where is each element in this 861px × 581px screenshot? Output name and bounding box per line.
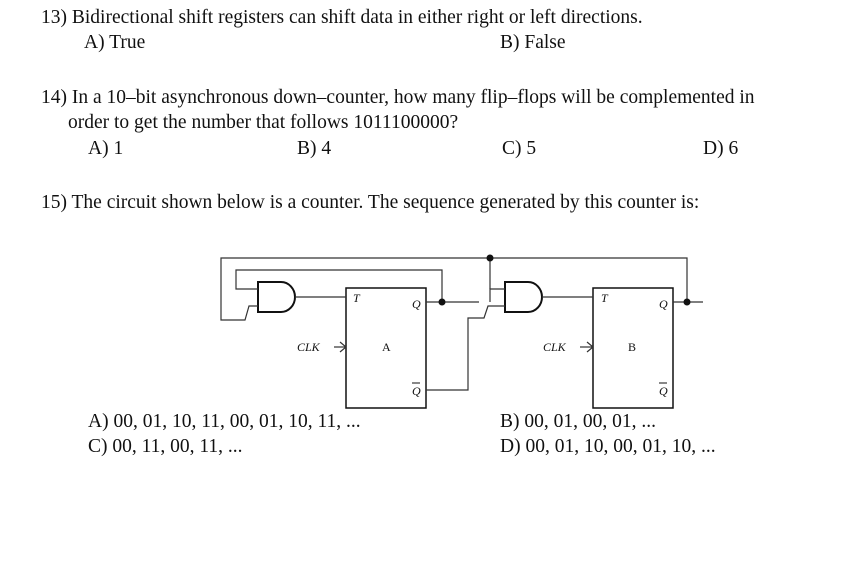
ff-a-q-label: Q (412, 297, 421, 311)
q14-stem-line2: order to get the number that follows 1011100000? (68, 112, 459, 133)
q14-stem-line1: 14) In a 10–bit asynchronous down–counter, how many flip–flops will be complemented in (41, 87, 755, 108)
ff-b-qbar-label: Q (659, 384, 668, 398)
ff-a-clk-label: CLK (297, 340, 320, 354)
and-gate-b (505, 282, 542, 312)
q13-option-b[interactable]: B) False (500, 32, 566, 53)
ff-a-qbar-label: Q (412, 384, 421, 398)
q15-option-b[interactable]: B) 00, 01, 00, 01, ... (500, 411, 656, 432)
q15-option-c[interactable]: C) 00, 11, 00, 11, ... (88, 436, 243, 457)
q14-option-a[interactable]: A) 1 (88, 138, 124, 159)
ff-b-q-label: Q (659, 297, 668, 311)
q14-option-b[interactable]: B) 4 (297, 138, 332, 159)
q14-option-c[interactable]: C) 5 (502, 138, 537, 159)
q13-stem: 13) Bidirectional shift registers can shift data in either right or left directions. (41, 7, 643, 28)
ff-a-name-label: A (382, 340, 391, 354)
q13-option-a[interactable]: A) True (84, 32, 146, 53)
q15-option-d[interactable]: D) 00, 01, 10, 00, 01, 10, ... (500, 436, 716, 457)
ff-b-name-label: B (628, 340, 637, 354)
junction-dot-top (487, 255, 494, 262)
q14-option-d[interactable]: D) 6 (703, 138, 739, 159)
ff-a-t-label: T (353, 291, 360, 305)
q15-option-a[interactable]: A) 00, 01, 10, 11, 00, 01, 10, 11, ... (88, 411, 361, 432)
and-gate-a (258, 282, 295, 312)
ff-b-t-label: T (601, 291, 608, 305)
q15-stem: 15) The circuit shown below is a counter. The sequence generated by this counter is: (41, 192, 700, 213)
junction-dot-a-q (439, 299, 446, 306)
ff-b-clk-label: CLK (543, 340, 566, 354)
junction-dot-b-q (684, 299, 691, 306)
